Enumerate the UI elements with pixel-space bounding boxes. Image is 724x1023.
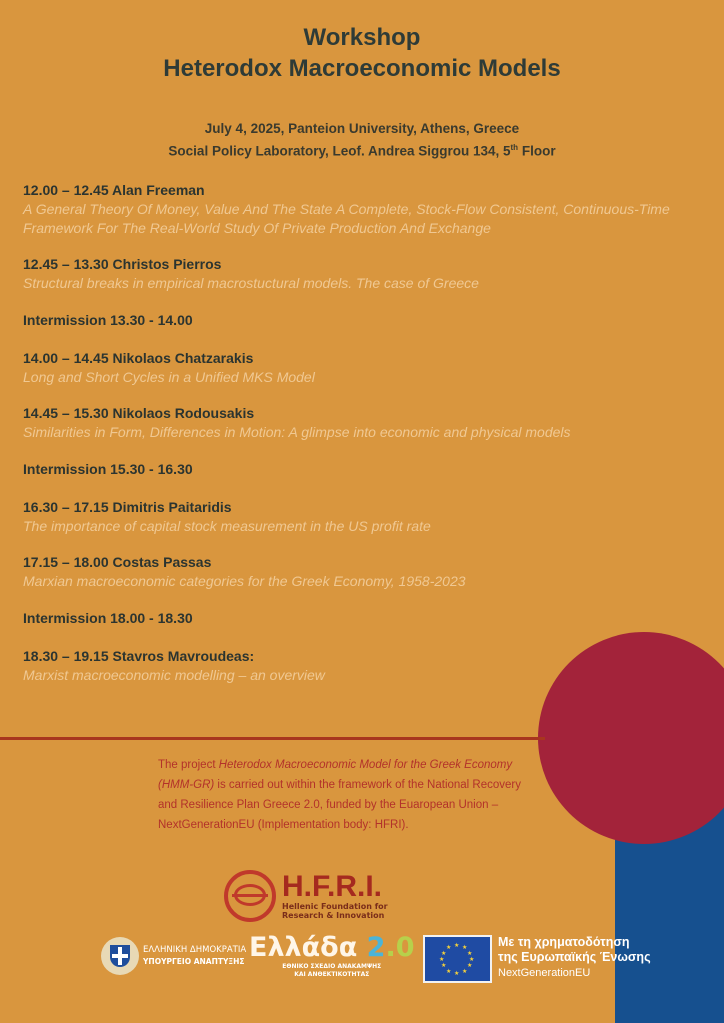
slot-head: [23, 255, 683, 274]
program-slot: [23, 553, 683, 591]
title-line-1: Workshop: [303, 24, 421, 51]
slot-speaker: Nikolaos Chatzarakis: [112, 349, 254, 366]
intermission-label: Intermission 15.30 - 16.30: [23, 460, 193, 477]
slot-speaker: Stavros Mavroudeas:: [112, 647, 255, 664]
ellada-num-0: 0: [395, 932, 415, 963]
intermission: [23, 311, 683, 330]
intermission: [23, 609, 683, 628]
funding-pre: The project: [158, 759, 219, 771]
location-text: Social Policy Laboratory, Leof. Andrea Siggrou 134, 5: [168, 143, 511, 159]
intermission-label: Intermission 18.00 - 18.30: [23, 609, 193, 626]
program-slot: [23, 255, 683, 293]
ellada-num-2: 2: [366, 932, 386, 963]
hfri-sub-1: Hellenic Foundation for: [282, 902, 388, 911]
funding-post: is carried out within the framework of the National Recovery and Resilience Plan Greece 2.0, funded by the Euaropean Union – NextGenerationEU (Implementation body: HFRI).: [158, 779, 522, 831]
page-title: [0, 22, 724, 84]
program-slot: [23, 349, 683, 387]
slot-talk-title: A General Theory Of Money, Value And The State A Complete, Stock-Flow Consistent, Continuous-Time Framework For The Real-World Study Of Private Production And Exchange: [23, 201, 670, 236]
gov-line-1: ΕΛΛΗΝΙΚΗ ΔΗΜΟΚΡΑΤΙΑ: [143, 945, 247, 955]
ellada-sub-1: ΕΘΝΙΚΟ ΣΧΕΔΙΟ ΑΝΑΚΑΜΨΗΣ: [282, 963, 382, 970]
funding-statement: [158, 755, 528, 835]
gov-line-2: ΥΠΟΥΡΓΕΙΟ ΑΝΑΠΤΥΞΗΣ: [143, 957, 245, 966]
slot-head: [23, 553, 683, 572]
slot-time: 16.30 – 17.15: [23, 498, 109, 515]
greek-coat-of-arms-icon: [101, 937, 139, 975]
slot-head: [23, 647, 683, 666]
hfri-emblem-icon: [224, 870, 276, 922]
slot-speaker: Costas Passas: [112, 554, 212, 570]
slot-talk-title: The importance of capital stock measurement in the US profit rate: [23, 517, 431, 534]
eu-line-2: της Ευρωπαϊκής Ένωσης: [498, 950, 651, 964]
slot-time: 14.45 – 15.30: [23, 405, 113, 421]
eu-line-3: NextGenerationEU: [498, 967, 591, 979]
slot-speaker: Christos Pierros: [112, 256, 222, 272]
program-slot: [23, 647, 683, 685]
slot-head: [23, 349, 683, 368]
divider-line: [0, 737, 545, 740]
slot-talk-title: Long and Short Cycles in a Unified MKS Model: [23, 368, 315, 385]
eu-funding-logo: [423, 935, 651, 983]
slot-talk-title: Structural breaks in empirical macrostuctural models. The case of Greece: [23, 275, 479, 291]
slot-speaker: Dimitris Paitaridis: [112, 498, 232, 515]
slot-time: 12.00 – 12.45: [23, 182, 109, 198]
program-list: [23, 181, 683, 702]
program-slot: [23, 498, 683, 536]
ellada-dot: .: [385, 932, 396, 963]
date-venue: July 4, 2025, Panteion University, Athens, Greece: [204, 121, 520, 136]
intermission: [23, 460, 683, 479]
slot-talk-title: Marxian macroeconomic categories for the Greek Economy, 1958-2023: [23, 573, 466, 589]
slot-time: 17.15 – 18.00: [23, 554, 109, 570]
slot-head: [23, 498, 683, 517]
location: [0, 138, 724, 161]
greece-2-0-logo: [249, 933, 415, 979]
event-details: [0, 119, 724, 161]
intermission-label: Intermission 13.30 - 14.00: [23, 311, 193, 328]
hfri-sub-2: Research & Innovation: [282, 911, 385, 920]
ellada-word: Ελλάδα: [249, 932, 358, 963]
slot-time: 18.30 – 19.15: [23, 647, 109, 664]
hfri-name: H.F.R.I.: [282, 870, 383, 903]
slot-head: [23, 181, 683, 200]
program-slot: [23, 181, 683, 237]
eu-line-1: Με τη χρηματοδότηση: [498, 935, 630, 949]
greece-2-0-wordmark: [249, 933, 415, 963]
slot-head: [23, 404, 683, 423]
slot-speaker: Nikolaos Rodousakis: [112, 405, 255, 421]
eu-flag-icon: ★ ★ ★ ★ ★ ★ ★ ★ ★ ★ ★ ★: [423, 935, 492, 983]
slot-time: 12.45 – 13.30: [23, 256, 109, 272]
program-slot: [23, 404, 683, 442]
slot-talk-title: Marxist macroeconomic modelling – an overview: [23, 666, 325, 683]
ellada-sub-2: ΚΑΙ ΑΝΘΕΚΤΙΚΟΤΗΤΑΣ: [294, 971, 370, 978]
title-line-2: Heterodox Macroeconomic Models: [163, 55, 561, 82]
slot-speaker: Alan Freeman: [112, 182, 205, 198]
location-sup: th: [510, 143, 519, 152]
slot-time: 14.00 – 14.45: [23, 349, 109, 366]
location-suffix: Floor: [518, 143, 556, 159]
funding-project-name: Heterodox Macroeconomic Model for the Greek Economy (HMM-GR): [158, 759, 513, 791]
slot-talk-title: Similarities in Form, Differences in Motion: A glimpse into economic and physical models: [23, 424, 571, 440]
hfri-logo: [224, 870, 388, 922]
greek-government-logo: [101, 937, 246, 975]
